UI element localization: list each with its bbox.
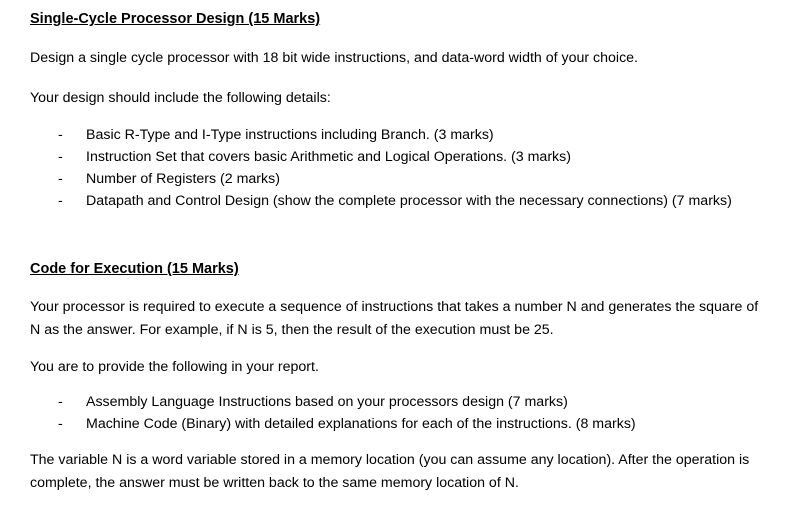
document-page xyxy=(30,8,770,495)
section-processor-design xyxy=(30,8,770,212)
list-item xyxy=(30,391,770,413)
list-item xyxy=(30,413,770,435)
list-item-text: Machine Code (Binary) with detailed explanations for each of the instructions. (8 marks) xyxy=(86,416,636,432)
list-item-text: Datapath and Control Design (show the complete processor with the necessary connections) (7 marks) xyxy=(86,193,732,209)
deliverables-list xyxy=(30,391,770,435)
list-item-text: Basic R-Type and I-Type instructions including Branch. (3 marks) xyxy=(86,127,494,143)
section-heading-processor-design: Single-Cycle Processor Design (15 Marks) xyxy=(30,11,321,27)
dash-bullet: - xyxy=(58,171,63,187)
section-code-execution xyxy=(30,258,770,495)
list-item xyxy=(30,168,770,190)
dash-bullet: - xyxy=(58,127,63,143)
dash-bullet: - xyxy=(58,394,63,410)
paragraph-intro: Your processor is required to execute a sequence of instructions that takes a number N and generates the square of N as the answer. For example, if N is 5, then the result of the execution must be 25. xyxy=(30,299,759,338)
list-item xyxy=(30,146,770,168)
paragraph-lead: Your design should include the following details: xyxy=(30,90,331,106)
list-item-text: Number of Registers (2 marks) xyxy=(86,171,280,187)
section-heading-code-execution: Code for Execution (15 Marks) xyxy=(30,261,239,277)
paragraph-closing: The variable N is a word variable stored in a memory location (you can assume any location). After the operation is complete, the answer must be written back to the same memory location of N. xyxy=(30,452,750,491)
paragraph-intro: Design a single cycle processor with 18 bit wide instructions, and data-word width of your choice. xyxy=(30,50,638,66)
dash-bullet: - xyxy=(58,149,63,165)
list-item-text: Instruction Set that covers basic Arithmetic and Logical Operations. (3 marks) xyxy=(86,149,571,165)
dash-bullet: - xyxy=(58,193,63,209)
requirements-list xyxy=(30,124,770,212)
dash-bullet: - xyxy=(58,416,63,432)
list-item-text: Assembly Language Instructions based on your processors design (7 marks) xyxy=(86,394,568,410)
paragraph-lead: You are to provide the following in your report. xyxy=(30,359,319,375)
list-item xyxy=(30,190,770,212)
list-item xyxy=(30,124,770,146)
